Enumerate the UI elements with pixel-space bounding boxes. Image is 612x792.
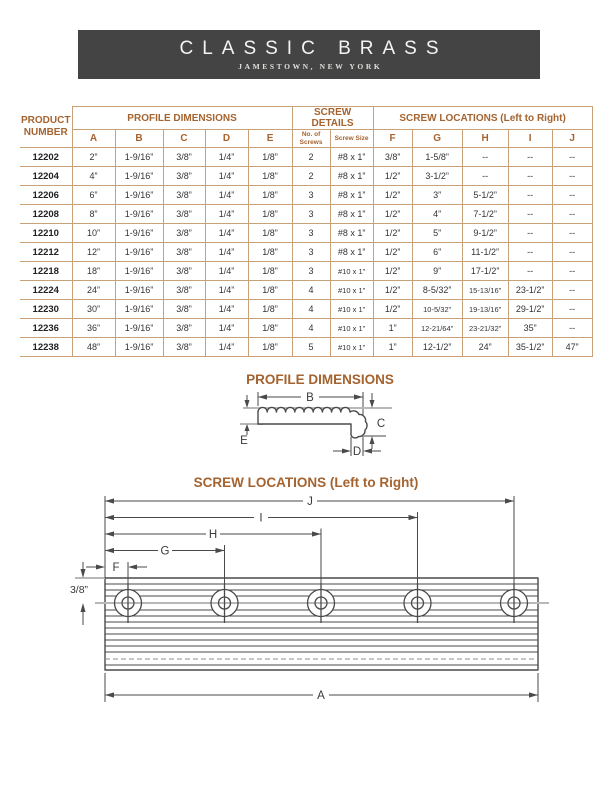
profile-dimensions-diagram [0, 392, 612, 472]
table-cell: 1/8” [248, 281, 292, 300]
table-cell: 10-5/32” [412, 300, 462, 319]
table-cell: 12” [72, 243, 115, 262]
table-row [20, 167, 592, 186]
table-cell: -- [552, 243, 592, 262]
table-cell: -- [552, 186, 592, 205]
table-cell: 4 [292, 281, 330, 300]
table-cell: 1/4” [205, 148, 248, 167]
table-cell: 3/8” [163, 300, 205, 319]
table-cell: 1” [373, 319, 412, 338]
table-cell: 3/8” [163, 281, 205, 300]
product-number-cell: 12236 [20, 319, 72, 338]
table-cell: 1-9/16” [115, 186, 163, 205]
group-screw-details: SCREW DETAILS [292, 107, 373, 130]
product-number-cell: 12212 [20, 243, 72, 262]
table-cell: 1/2” [373, 281, 412, 300]
profile-label-b: B [306, 392, 314, 404]
table-cell: #8 x 1” [330, 205, 373, 224]
group-header-row [20, 107, 592, 130]
table-cell: 11-1/2” [462, 243, 508, 262]
table-row [20, 300, 592, 319]
table-cell: -- [552, 148, 592, 167]
table-cell: -- [462, 167, 508, 186]
table-cell: 35-1/2” [508, 338, 552, 357]
table-cell: 3/8” [163, 148, 205, 167]
screw-label-h: H [208, 529, 218, 541]
column-header-i: I [508, 130, 552, 148]
table-cell: 1-9/16” [115, 281, 163, 300]
product-number-header: PRODUCT NUMBER [21, 115, 71, 138]
table-cell: 2 [292, 148, 330, 167]
table-cell: 1-5/8” [412, 148, 462, 167]
table-cell: 1/8” [248, 338, 292, 357]
table-cell: 1/4” [205, 319, 248, 338]
table-cell: 1/4” [205, 224, 248, 243]
table-cell: -- [508, 224, 552, 243]
table-cell: 3 [292, 186, 330, 205]
column-header-row [20, 130, 592, 148]
screw-locations-diagram [0, 495, 612, 710]
table-cell: 15-13/16” [462, 281, 508, 300]
table-cell: -- [552, 224, 592, 243]
column-header-e: E [248, 130, 292, 148]
table-cell: 3/8” [163, 167, 205, 186]
table-cell: 4 [292, 300, 330, 319]
table-row [20, 243, 592, 262]
spec-table-body [20, 148, 592, 357]
table-cell: 1-9/16” [115, 224, 163, 243]
table-cell: #8 x 1” [330, 224, 373, 243]
table-cell: -- [508, 205, 552, 224]
table-cell: 2 [292, 167, 330, 186]
table-cell: 9-1/2” [462, 224, 508, 243]
table-cell: 1/2” [373, 243, 412, 262]
column-header-h: H [462, 130, 508, 148]
table-cell: 1-9/16” [115, 319, 163, 338]
column-header-screw-size: Screw Size [330, 130, 373, 148]
table-cell: #8 x 1” [330, 148, 373, 167]
table-cell: -- [462, 148, 508, 167]
table-cell: -- [508, 148, 552, 167]
product-number-cell: 12218 [20, 262, 72, 281]
profile-c-dimension [364, 393, 386, 449]
table-cell: 9” [412, 262, 462, 281]
dimension-a [105, 673, 538, 702]
profile-label-e: E [240, 435, 248, 447]
table-cell: 30” [72, 300, 115, 319]
table-cell: 3 [292, 262, 330, 281]
table-cell: 3/8” [163, 186, 205, 205]
dimension-f [86, 562, 147, 574]
table-cell: 2” [72, 148, 115, 167]
table-cell: 1/8” [248, 186, 292, 205]
table-cell: -- [552, 262, 592, 281]
table-cell: 35” [508, 319, 552, 338]
product-number-cell: 12210 [20, 224, 72, 243]
table-cell: 1/8” [248, 243, 292, 262]
table-cell: 3-1/2” [412, 167, 462, 186]
table-cell: 1/2” [373, 186, 412, 205]
table-cell: 1-9/16” [115, 338, 163, 357]
table-cell: 1/4” [205, 281, 248, 300]
table-cell: 1/8” [248, 167, 292, 186]
table-cell: #8 x 1” [330, 186, 373, 205]
dimension-g [105, 546, 225, 558]
table-cell: 7-1/2” [462, 205, 508, 224]
table-cell: -- [552, 205, 592, 224]
table-cell: 12-21/64” [412, 319, 462, 338]
extension-lines [105, 496, 514, 583]
column-header-b: B [115, 130, 163, 148]
brand-logo [78, 30, 540, 79]
table-cell: 1-9/16” [115, 243, 163, 262]
table-cell: #8 x 1” [330, 167, 373, 186]
table-cell: #10 x 1” [330, 319, 373, 338]
product-number-cell: 12202 [20, 148, 72, 167]
table-cell: 8” [72, 205, 115, 224]
table-cell: 48” [72, 338, 115, 357]
table-row [20, 319, 592, 338]
table-cell: 19-13/16” [462, 300, 508, 319]
table-cell: 1/4” [205, 205, 248, 224]
table-cell: 23-1/2” [508, 281, 552, 300]
column-header-c: C [163, 130, 205, 148]
table-cell: 18” [72, 262, 115, 281]
profile-outline [258, 407, 367, 438]
table-cell: 47” [552, 338, 592, 357]
profile-e-dimension [240, 395, 249, 447]
table-cell: 1-9/16” [115, 148, 163, 167]
table-cell: 1/2” [373, 205, 412, 224]
table-cell: -- [552, 300, 592, 319]
group-screw-locations: SCREW LOCATIONS (Left to Right) [373, 107, 592, 130]
table-cell: #10 x 1” [330, 338, 373, 357]
table-cell: 3/8” [163, 338, 205, 357]
profile-dimensions-title: PROFILE DIMENSIONS [246, 372, 394, 387]
screw-label-j: J [307, 496, 313, 508]
column-header-no-of-screws: No. of Screws [292, 130, 330, 148]
table-cell: 1/8” [248, 300, 292, 319]
table-cell: 3/8” [373, 148, 412, 167]
table-cell: 23-21/32” [462, 319, 508, 338]
table-cell: 1/8” [248, 319, 292, 338]
table-cell: -- [552, 281, 592, 300]
table-cell: 1/8” [248, 262, 292, 281]
product-number-cell: 12208 [20, 205, 72, 224]
table-cell: 12-1/2” [412, 338, 462, 357]
column-header-j: J [552, 130, 592, 148]
dimension-j [105, 496, 514, 508]
table-cell: 8-5/32” [412, 281, 462, 300]
table-cell: #10 x 1” [330, 281, 373, 300]
table-cell: 1-9/16” [115, 300, 163, 319]
table-cell: #10 x 1” [330, 300, 373, 319]
table-cell: 4” [412, 205, 462, 224]
table-cell: 4 [292, 319, 330, 338]
table-row [20, 148, 592, 167]
profile-d-dimension [333, 437, 381, 458]
table-cell: 5 [292, 338, 330, 357]
column-header-f: F [373, 130, 412, 148]
table-cell: 6” [412, 243, 462, 262]
dimension-i [105, 513, 418, 525]
table-cell: 4” [72, 167, 115, 186]
table-cell: 3/8” [163, 262, 205, 281]
product-number-cell: 12238 [20, 338, 72, 357]
table-cell: 1/2” [373, 300, 412, 319]
table-row [20, 262, 592, 281]
screw-label-g: G [160, 545, 170, 558]
product-number-cell: 12230 [20, 300, 72, 319]
table-cell: 1/4” [205, 338, 248, 357]
table-cell: -- [508, 186, 552, 205]
table-cell: 1-9/16” [115, 205, 163, 224]
table-cell: 1-9/16” [115, 262, 163, 281]
profile-label-c: C [376, 418, 386, 430]
product-number-cell: 12204 [20, 167, 72, 186]
table-cell: 24” [72, 281, 115, 300]
column-header-a: A [72, 130, 115, 148]
table-cell: #8 x 1” [330, 243, 373, 262]
screw-label-f: F [112, 562, 120, 574]
table-cell: 1-9/16” [115, 167, 163, 186]
table-cell: 1/8” [248, 224, 292, 243]
table-cell: -- [508, 167, 552, 186]
table-row [20, 281, 592, 300]
table-cell: 5” [412, 224, 462, 243]
table-cell: 10” [72, 224, 115, 243]
table-cell: -- [552, 167, 592, 186]
table-cell: 1/8” [248, 205, 292, 224]
table-cell: 3/8” [163, 224, 205, 243]
table-cell: 1” [373, 338, 412, 357]
table-cell: 1/4” [205, 186, 248, 205]
column-header-d: D [205, 130, 248, 148]
dimension-offset [70, 562, 89, 625]
screw-label-a: A [317, 690, 325, 702]
spec-table [20, 106, 593, 357]
table-cell: 3/8” [163, 205, 205, 224]
brand-location: JAMESTOWN, NEW YORK [238, 61, 383, 71]
profile-label-d: D [352, 446, 362, 458]
product-number-cell: 12224 [20, 281, 72, 300]
table-cell: 24” [462, 338, 508, 357]
table-cell: -- [508, 262, 552, 281]
table-cell: 1/8” [248, 148, 292, 167]
table-cell: 1/2” [373, 262, 412, 281]
table-cell: -- [552, 319, 592, 338]
screw-label-offset: 3/8” [69, 584, 89, 596]
table-cell: 36” [72, 319, 115, 338]
table-cell: 1/4” [205, 300, 248, 319]
table-cell: 3 [292, 224, 330, 243]
dimension-h [105, 529, 321, 541]
table-cell: 1/2” [373, 224, 412, 243]
table-row [20, 224, 592, 243]
table-cell: 17-1/2” [462, 262, 508, 281]
brand-name: CLASSIC BRASS [179, 37, 448, 59]
table-cell: 3/8” [163, 243, 205, 262]
table-cell: 1/4” [205, 243, 248, 262]
table-cell: 3/8” [163, 319, 205, 338]
product-number-cell: 12206 [20, 186, 72, 205]
table-cell: 29-1/2” [508, 300, 552, 319]
table-row [20, 338, 592, 357]
screw-label-i: I [259, 512, 263, 525]
table-cell: 5-1/2” [462, 186, 508, 205]
table-cell: 3 [292, 205, 330, 224]
group-profile-dimensions: PROFILE DIMENSIONS [72, 107, 292, 130]
table-cell: 1/2” [373, 167, 412, 186]
table-cell: 6” [72, 186, 115, 205]
table-cell: 1/4” [205, 262, 248, 281]
table-row [20, 186, 592, 205]
column-header-g: G [412, 130, 462, 148]
table-cell: 1/4” [205, 167, 248, 186]
table-cell: #10 x 1” [330, 262, 373, 281]
table-cell: -- [508, 243, 552, 262]
table-cell: 3” [412, 186, 462, 205]
table-row [20, 205, 592, 224]
table-cell: 3 [292, 243, 330, 262]
screw-locations-title: SCREW LOCATIONS (Left to Right) [193, 475, 419, 490]
